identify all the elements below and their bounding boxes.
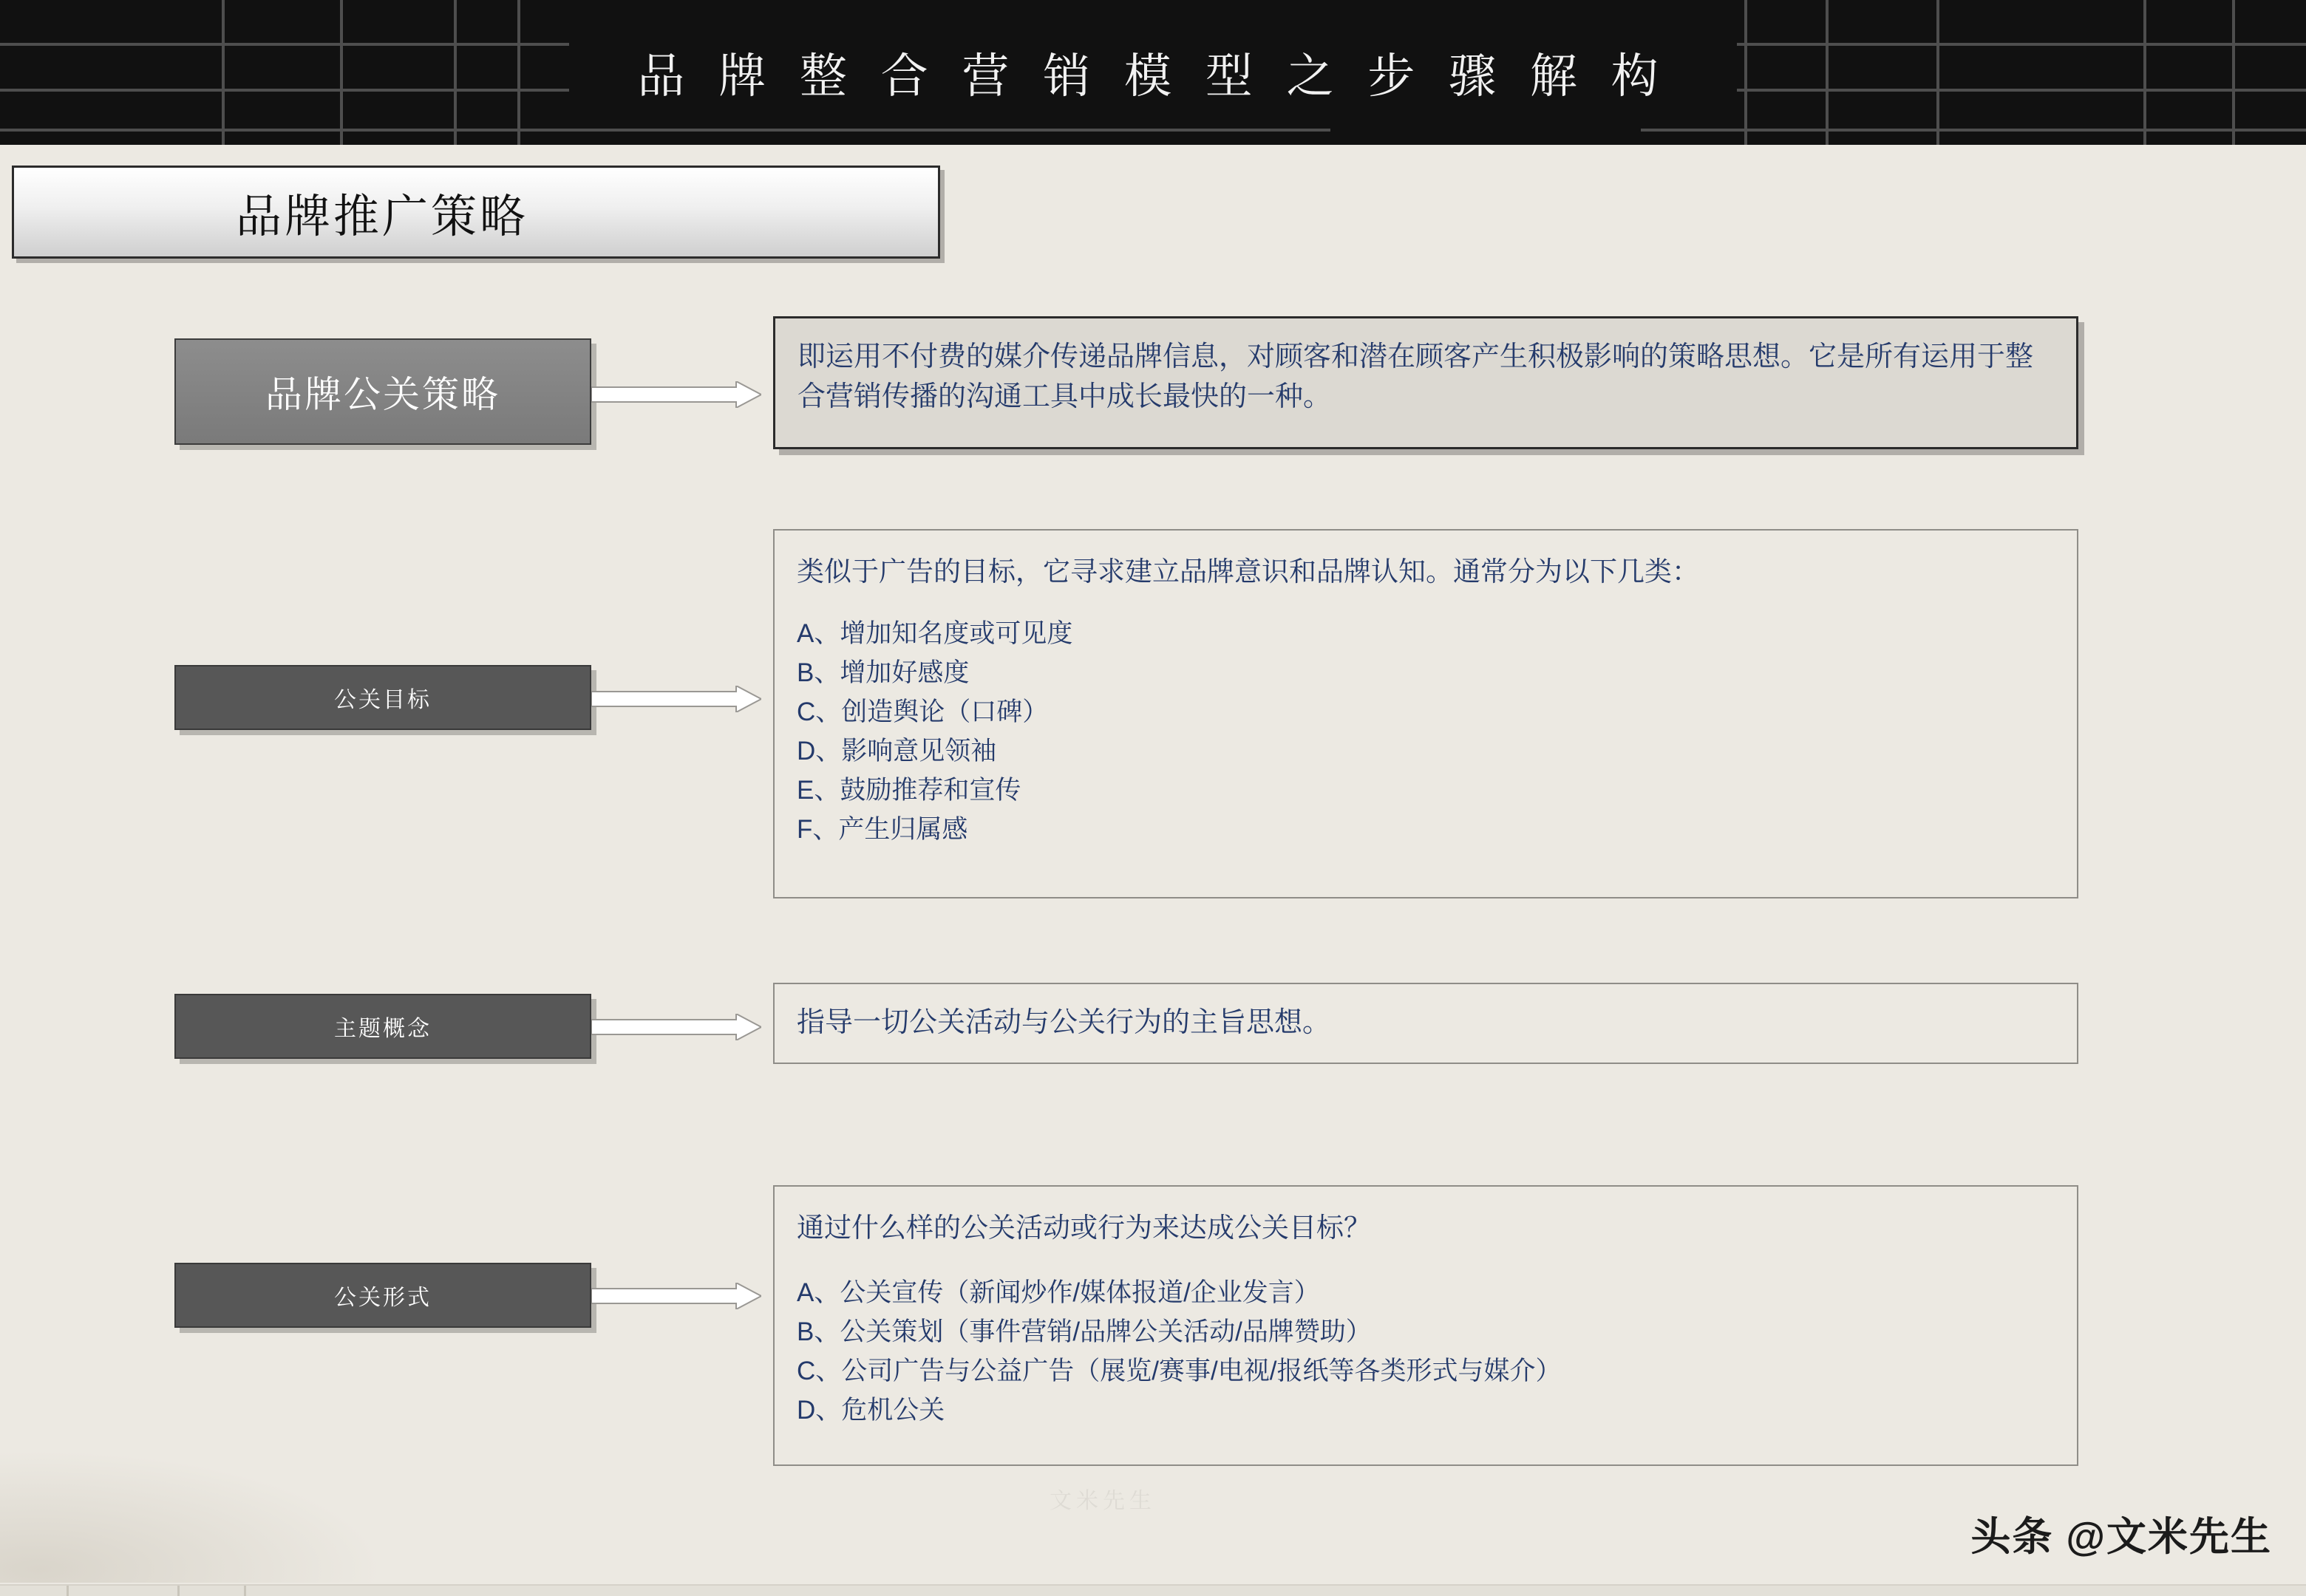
box-list-item: B、增加好感度 xyxy=(797,658,970,687)
box-list-item: D、危机公关 xyxy=(797,1396,945,1425)
bottom-tick xyxy=(67,1586,69,1596)
bottom-tick xyxy=(177,1586,180,1596)
chip-pr-goal[interactable] xyxy=(174,665,591,730)
arrow-to-strategy-box xyxy=(591,381,761,408)
faint-watermark: 文米先生 xyxy=(1050,1489,1156,1513)
chip-label: 主题概念 xyxy=(334,1017,432,1041)
background-smudge xyxy=(0,1450,384,1583)
box-pr-goal xyxy=(773,529,2078,898)
title-banner xyxy=(0,0,2306,145)
box-lead-text: 通过什么样的公关活动或行为来达成公关目标？ xyxy=(797,1213,1371,1243)
box-theme-concept xyxy=(773,983,2078,1064)
bottom-strip xyxy=(0,1584,2306,1596)
chip-pr-form[interactable] xyxy=(174,1263,591,1328)
box-list-item: D、影响意见领袖 xyxy=(797,737,997,766)
page-title: 品牌推广策略 xyxy=(236,191,529,242)
box-list-item: F、产生归属感 xyxy=(797,815,968,845)
arrow-to-theme-box xyxy=(591,1014,761,1040)
chip-brand-pr-strategy[interactable] xyxy=(174,338,591,445)
box-text: 指导一切公关活动与公关行为的主旨思想。 xyxy=(797,1007,1331,1038)
box-list-item: A、公关宣传（新闻炒作/媒体报道/企业发言） xyxy=(797,1278,1320,1307)
bottom-tick xyxy=(244,1586,246,1596)
box-text: 即运用不付费的媒介传递品牌信息，对顾客和潜在顾客产生积极影响的策略思想。它是所有运用于整合营销传播的沟通工具中成长最快的一种。 xyxy=(797,341,2034,412)
box-list-item: E、鼓励推荐和宣传 xyxy=(797,776,1021,805)
box-list-item: A、增加知名度或可见度 xyxy=(797,618,1073,648)
chip-label: 公关形式 xyxy=(334,1286,432,1310)
box-lead-text: 类似于广告的目标，它寻求建立品牌意识和品牌认知。通常分为以下几类： xyxy=(797,556,1699,587)
arrow-to-form-box xyxy=(591,1283,761,1309)
chip-theme-concept[interactable] xyxy=(174,994,591,1059)
banner-title: 品 牌 整 合 营 销 模 型 之 步 骤 解 构 xyxy=(637,50,1669,103)
box-list-item: C、创造舆论（口碑） xyxy=(797,697,1049,726)
box-list-item: B、公关策划（事件营销/品牌公关活动/品牌赞助） xyxy=(797,1317,1372,1346)
section-title-plaque xyxy=(12,166,940,259)
chip-label: 品牌公关策略 xyxy=(265,374,500,415)
box-pr-form xyxy=(773,1185,2078,1466)
box-brand-pr-strategy xyxy=(773,316,2078,449)
box-list-item: C、公司广告与公益广告（展览/赛事/电视/报纸等各类形式与媒介） xyxy=(797,1356,1562,1385)
arrow-to-goal-box xyxy=(591,686,761,712)
chip-label: 公关目标 xyxy=(334,688,432,712)
watermark: 头条 @文米先生 xyxy=(1970,1515,2272,1559)
